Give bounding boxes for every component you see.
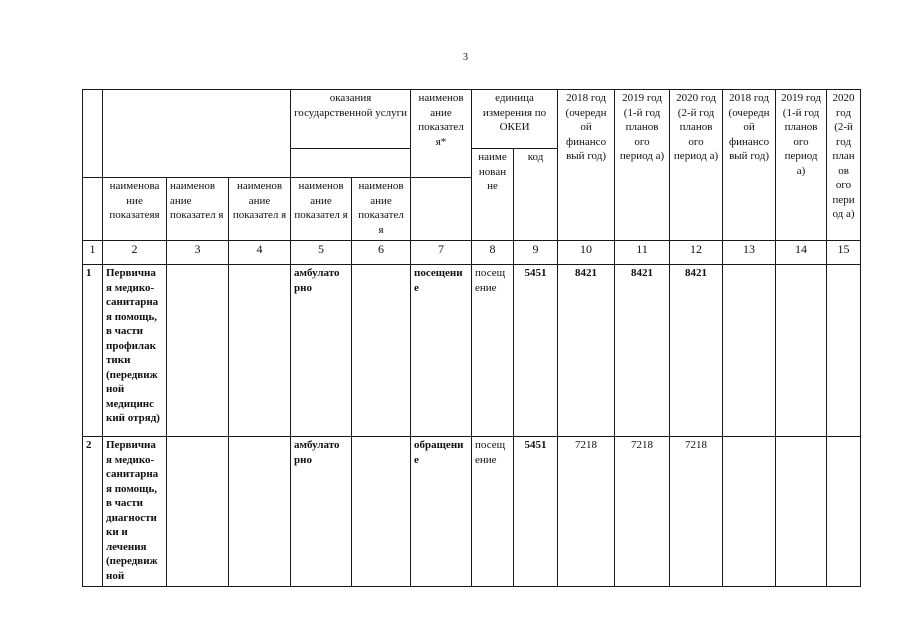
indicator-name-sub-4: наименов ание показател я bbox=[229, 178, 291, 241]
empty-cell bbox=[776, 437, 827, 587]
unit-code-cell: 5451 bbox=[514, 265, 558, 437]
column-number-row bbox=[83, 241, 861, 265]
year-2019-header-2: 2019 год (1-й год планов ого период а) bbox=[776, 90, 827, 241]
header-blank-sub-7 bbox=[411, 178, 472, 241]
column-number: 5 bbox=[291, 241, 352, 265]
year-2018-header-2: 2018 год (очередн ой финансо вый год) bbox=[723, 90, 776, 241]
page-number: 3 bbox=[463, 52, 468, 63]
service-form-cell: амбулато рно bbox=[291, 437, 352, 587]
year-2018-header: 2018 год (очередн ой финансо вый год) bbox=[558, 90, 615, 241]
column-number: 6 bbox=[352, 241, 411, 265]
column-number: 14 bbox=[776, 241, 827, 265]
service-name-cell: Первична я медико-санитарна я помощь, в части диагности ки и лечения (передвиж ной bbox=[103, 437, 167, 587]
service-conditions-header: оказания государственной услуги bbox=[291, 90, 411, 149]
year-2020-header-2: 2020 год (2-й год планов ого период а) bbox=[827, 90, 861, 241]
indicator-name-header: наименов ание показател я* bbox=[411, 90, 472, 178]
column-number: 7 bbox=[411, 241, 472, 265]
empty-cell bbox=[827, 265, 861, 437]
column-number: 3 bbox=[167, 241, 229, 265]
column-number: 4 bbox=[229, 241, 291, 265]
unit-name-cell: посещ ение bbox=[472, 437, 514, 587]
empty-cell bbox=[723, 437, 776, 587]
column-number: 13 bbox=[723, 241, 776, 265]
column-number: 8 bbox=[472, 241, 514, 265]
column-number: 12 bbox=[670, 241, 723, 265]
year-2020-header: 2020 год (2-й год планов ого период а) bbox=[670, 90, 723, 241]
header-blank-cell bbox=[83, 90, 103, 178]
service-form-cell: амбулато рно bbox=[291, 265, 352, 437]
column-number: 9 bbox=[514, 241, 558, 265]
table-row bbox=[83, 265, 861, 437]
indicator-name-cell: посещени е bbox=[411, 265, 472, 437]
value-2018-cell: 8421 bbox=[558, 265, 615, 437]
service-name-cell: Первична я медико-санитарна я помощь, в части профилак тики (передвиж ной медицинс кий отряд) bbox=[103, 265, 167, 437]
unit-code-header: код bbox=[514, 149, 558, 241]
empty-cell bbox=[776, 265, 827, 437]
column-number: 10 bbox=[558, 241, 615, 265]
empty-cell bbox=[167, 265, 229, 437]
empty-cell bbox=[352, 437, 411, 587]
value-2020-cell: 8421 bbox=[670, 265, 723, 437]
empty-cell bbox=[229, 437, 291, 587]
unit-code-cell: 5451 bbox=[514, 437, 558, 587]
column-number: 11 bbox=[615, 241, 670, 265]
value-2019-cell: 8421 bbox=[615, 265, 670, 437]
header-blank-num bbox=[83, 178, 103, 241]
header-row-top bbox=[83, 90, 861, 149]
column-number: 1 bbox=[83, 241, 103, 265]
table-row bbox=[83, 437, 861, 587]
indicator-name-sub-3: наименов ание показател я bbox=[167, 178, 229, 241]
column-number: 2 bbox=[103, 241, 167, 265]
unit-name-cell: посещ ение bbox=[472, 265, 514, 437]
empty-cell bbox=[723, 265, 776, 437]
column-number: 15 bbox=[827, 241, 861, 265]
empty-cell bbox=[229, 265, 291, 437]
row-number: 2 bbox=[83, 437, 103, 587]
header-blank-group bbox=[103, 90, 291, 178]
header-blank-sub bbox=[291, 149, 411, 178]
empty-cell bbox=[352, 265, 411, 437]
indicator-name-sub-2: наименова ние показатеяя bbox=[103, 178, 167, 241]
state-task-table bbox=[82, 89, 861, 587]
okei-unit-header: единица измерения по ОКЕИ bbox=[472, 90, 558, 149]
value-2020-cell: 7218 bbox=[670, 437, 723, 587]
value-2019-cell: 7218 bbox=[615, 437, 670, 587]
indicator-name-cell: обращени е bbox=[411, 437, 472, 587]
empty-cell bbox=[827, 437, 861, 587]
empty-cell bbox=[167, 437, 229, 587]
row-number: 1 bbox=[83, 265, 103, 437]
indicator-name-sub-5: наименов ание показател я bbox=[291, 178, 352, 241]
year-2019-header: 2019 год (1-й год планов ого период а) bbox=[615, 90, 670, 241]
value-2018-cell: 7218 bbox=[558, 437, 615, 587]
indicator-name-sub-6: наименов ание показател я bbox=[352, 178, 411, 241]
unit-name-header: наиме нован не bbox=[472, 149, 514, 241]
